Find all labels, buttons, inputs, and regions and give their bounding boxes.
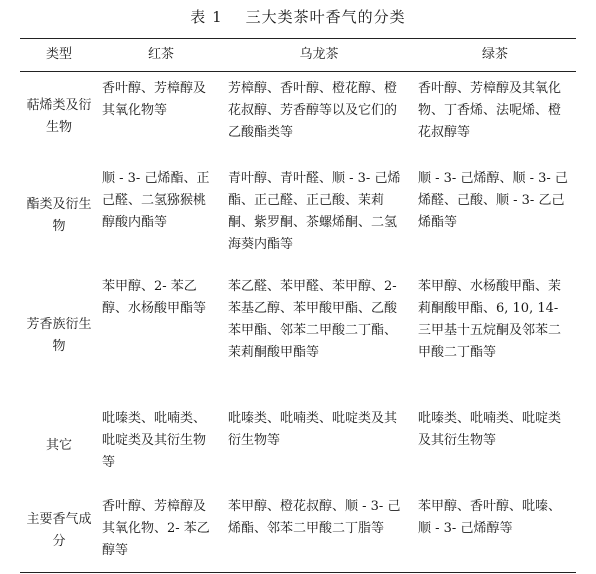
green-tea-cell: 苯甲醇、水杨酸甲酯、茉莉酮酸甲酯、6, 10, 14- 三甲基十五烷酮及邻苯二甲酸二丁酯等 [418, 279, 562, 360]
black-tea-cell: 苯甲醇、2- 苯乙醇、水杨酸甲酯等 [102, 279, 207, 316]
row-type-cell: 芳香族衍生物 [26, 317, 92, 354]
table-row [20, 402, 576, 490]
green-tea-cell: 香叶醇、芳樟醇及其氧化物、丁香烯、法呢烯、橙花叔醇等 [418, 81, 562, 140]
green-tea-cell: 顺 - 3- 己烯醇、顺 - 3- 己烯醛、己酸、顺 - 3- 乙己烯酯等 [418, 171, 568, 230]
black-tea-cell: 香叶醇、芳樟醇及其氧化物等 [102, 81, 207, 118]
green-tea-cell: 苯甲醇、香叶醇、吡嗪、顺 - 3- 己烯醇等 [418, 499, 562, 536]
black-tea-cell: 香叶醇、芳樟醇及其氧化物、2- 苯乙醇等 [102, 499, 210, 558]
oolong-tea-cell: 苯甲醇、橙花叔醇、顺 - 3- 己烯酯、邻苯二甲酸二丁脂等 [228, 499, 401, 536]
black-tea-cell: 顺 - 3- 己烯酯、正己醛、二氢猕猴桃醇酸内酯等 [102, 171, 210, 230]
table-row [20, 72, 576, 163]
oolong-tea-cell: 苯乙醛、苯甲醛、苯甲醇、2- 苯基乙醇、苯甲酸甲酯、乙酸苯甲酯、邻苯二甲酸二丁酯、茉莉酮酸甲酯等 [228, 279, 398, 360]
header-type: 类型 [45, 47, 72, 62]
table-caption: 表 1 三大类茶叶香气的分类 [190, 8, 406, 26]
tea-aroma-table [20, 38, 576, 573]
header-oolong-tea: 乌龙茶 [299, 47, 339, 62]
table-row [20, 490, 576, 573]
black-tea-cell: 吡嗪类、吡喃类、吡啶类及其衍生物等 [102, 411, 207, 470]
oolong-tea-cell: 吡嗪类、吡喃类、吡啶类及其衍生物等 [228, 411, 398, 448]
row-type-cell: 其它 [45, 438, 72, 453]
table-row [20, 270, 576, 402]
row-type-cell: 萜烯类及衍生物 [26, 98, 92, 135]
row-type-cell: 酯类及衍生物 [26, 197, 92, 234]
oolong-tea-cell: 青叶醇、青叶醛、顺 - 3- 己烯酯、正己醛、正己酸、茉莉酮、紫罗酮、茶螺烯酮、二氢海葵内酯等 [228, 171, 401, 252]
header-green-tea: 绿茶 [481, 47, 508, 62]
row-type-cell: 主要香气成分 [26, 512, 92, 549]
green-tea-cell: 吡嗪类、吡喃类、吡啶类及其衍生物等 [418, 411, 562, 448]
table-header-row [20, 39, 576, 72]
header-black-tea: 红茶 [147, 47, 174, 62]
oolong-tea-cell: 芳樟醇、香叶醇、橙花醇、橙花叔醇、芳香醇等以及它们的乙酸酯类等 [228, 81, 398, 140]
table-row [20, 162, 576, 270]
